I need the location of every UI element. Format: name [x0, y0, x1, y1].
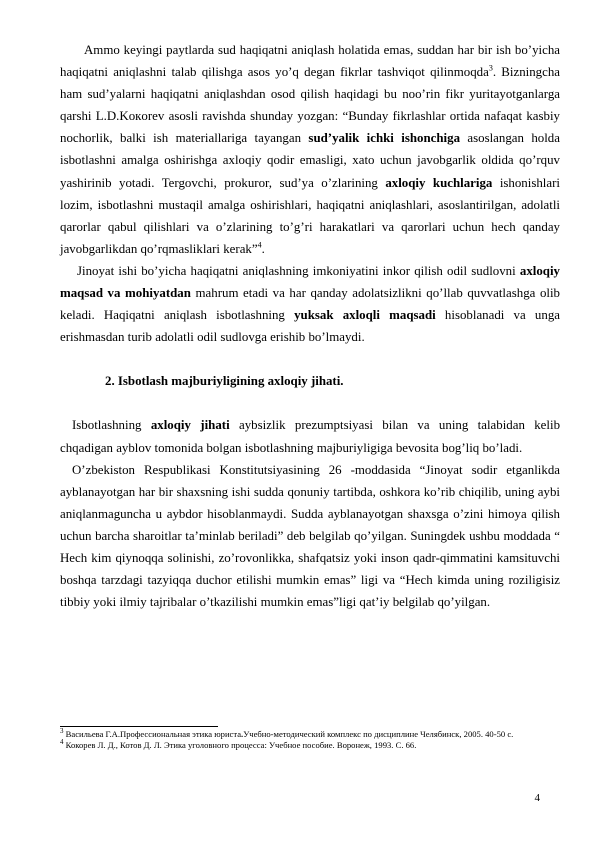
- page-number: 4: [534, 792, 540, 804]
- footnote-text: [64, 740, 417, 750]
- text-run: Jinoyat ishi bo’yicha haqiqatni aniqlashning imkoniyatini inkor qilish odil sudlovni: [77, 263, 520, 278]
- spacer: [60, 392, 560, 414]
- text-run: aybsizlik prezumptsiyasi bilan va uning talabidan kelib chqadigan ayblov tomonida bolgan isbotlashning majburiyligiga bevosita bog’liq bo’ladi.: [60, 418, 561, 455]
- footnote-ref: 4: [257, 240, 262, 250]
- footnote-4: [60, 740, 560, 751]
- text-run: Учебно-методический комплекс по дисциплине Челябинск, 2005. 40-50 с.: [243, 729, 514, 739]
- text-run: . Bizningcha ham sud’yalarni haqiqatni aniqlashdan osod qilish haqidagi bu noo’rin fikr yuritayotganlarga qarshi L.D.Kокorev asosli ravishda shunday yozgan: “Bunday fikrlashlar ortida nafaqat kasbiy nochorlik, balki ish materiallariga tayangan: [60, 65, 561, 146]
- text-run: mahrum etadi va har qanday adolatsizlikni qo’llab quvvatlashga olib keladi. Haqiqatni aniqlash isbotlashning: [60, 286, 560, 323]
- text-run: Кокорев Л. Д., Котов Д. Л. Этика уголовного процесса: Учебное пособие. Воронеж, 1993. С. 66.: [63, 740, 417, 750]
- bold-text: yuksak axloqli maqsadi: [294, 308, 436, 323]
- text-run: Ammo keyingi paytlarda sud haqiqatni aniqlash holatida emas, suddan har bir ish bo’yicha haqiqatni aniqlashni talab qilishga asos yo’q degan fikrlar tashviqot qilinmoqda: [60, 43, 560, 80]
- footnote-ref: 3: [488, 63, 493, 73]
- text-run: O’zbekiston Respublikasi Konstitutsiyasining 26 -moddasida “Jinoyat sodir etganlikda ayblanayotgan har bir shaxsning ishi sudda qonuniy tartibda, oshkora ko’rib chiqilib, uning aybi aniqlanmaguncha u aybdor hisoblanmaydi. Sudda ayblanayotgan shaxsga o’zini himoya qilish uchun barcha sharoitlar ta’minlab beriladi” deb belgilab qo’yilgan. Suningdek ushbu moddada “ Hech kim qiynoqqa solinishi, zo’rovonlikka, shafqatsiz yoki inson qadr-qimmatini kamsituvchi boshqa tarzdagi tazyiqqa duchor etilishi mumkin emas” ligi va “Hech kimda uning roziligisiz tibbiy yoki ilmiy tajribalar o’tkazilishi mumkin emas”ligi qat’iy belgilab qo’yilgan.: [60, 462, 560, 610]
- footnotes: [60, 726, 560, 751]
- text-run: hisoblanadi va unga erishmasdan turib adolatli odil sudlovga erishib bo’lmaydi.: [60, 308, 560, 345]
- paragraph-1: [60, 39, 560, 260]
- body-text: [60, 39, 560, 613]
- text-run: ishonishlari lozim, isbotlashni mustaqil amalga oshirishlari, haqiqatni aniqlashlari, asoslantirilgan, adolatli qarorlar qabul qilishlari va o’zlarining to’g’ri harakatlari va qarorlari uchun hech qanday javobgarlikdan qo’rqmasliklari kerak”: [60, 175, 560, 256]
- paragraph-2: [60, 260, 560, 348]
- text-run: asoslangan holda isbotlashni amalga oshirishga axloqiy qodir emasligi, xato uchun javobgarlik oldida qo’rquv yashirinib yotadi. Tergovchi, prokuror, sud’ya o’zlarining: [60, 131, 560, 190]
- footnote-divider: [60, 726, 218, 727]
- paragraph-3: [60, 414, 560, 458]
- section-heading: 2. Isbotlash majburiyligining axloqiy jihati.: [105, 374, 344, 389]
- footnote-number: 4: [60, 738, 64, 747]
- spacer: [60, 348, 560, 370]
- text-run: Isbotlashning: [72, 418, 151, 433]
- text-run: .: [261, 241, 265, 256]
- text-run: Васильева Г.А.Профессиональная этика юриста: [63, 729, 242, 739]
- bold-text: .: [241, 729, 244, 739]
- footnote-3: [60, 729, 560, 740]
- bold-text: axloqiy maqsad va mohiyatdan: [60, 263, 560, 301]
- bold-text: sud’yalik ichki ishonchiga: [308, 131, 461, 146]
- paragraph-4: [60, 459, 560, 614]
- footnote-number: 3: [60, 727, 64, 736]
- bold-text: axloqiy kuchlariga: [385, 175, 493, 190]
- footnote-text: [64, 729, 514, 739]
- bold-text: axloqiy jihati: [150, 418, 230, 433]
